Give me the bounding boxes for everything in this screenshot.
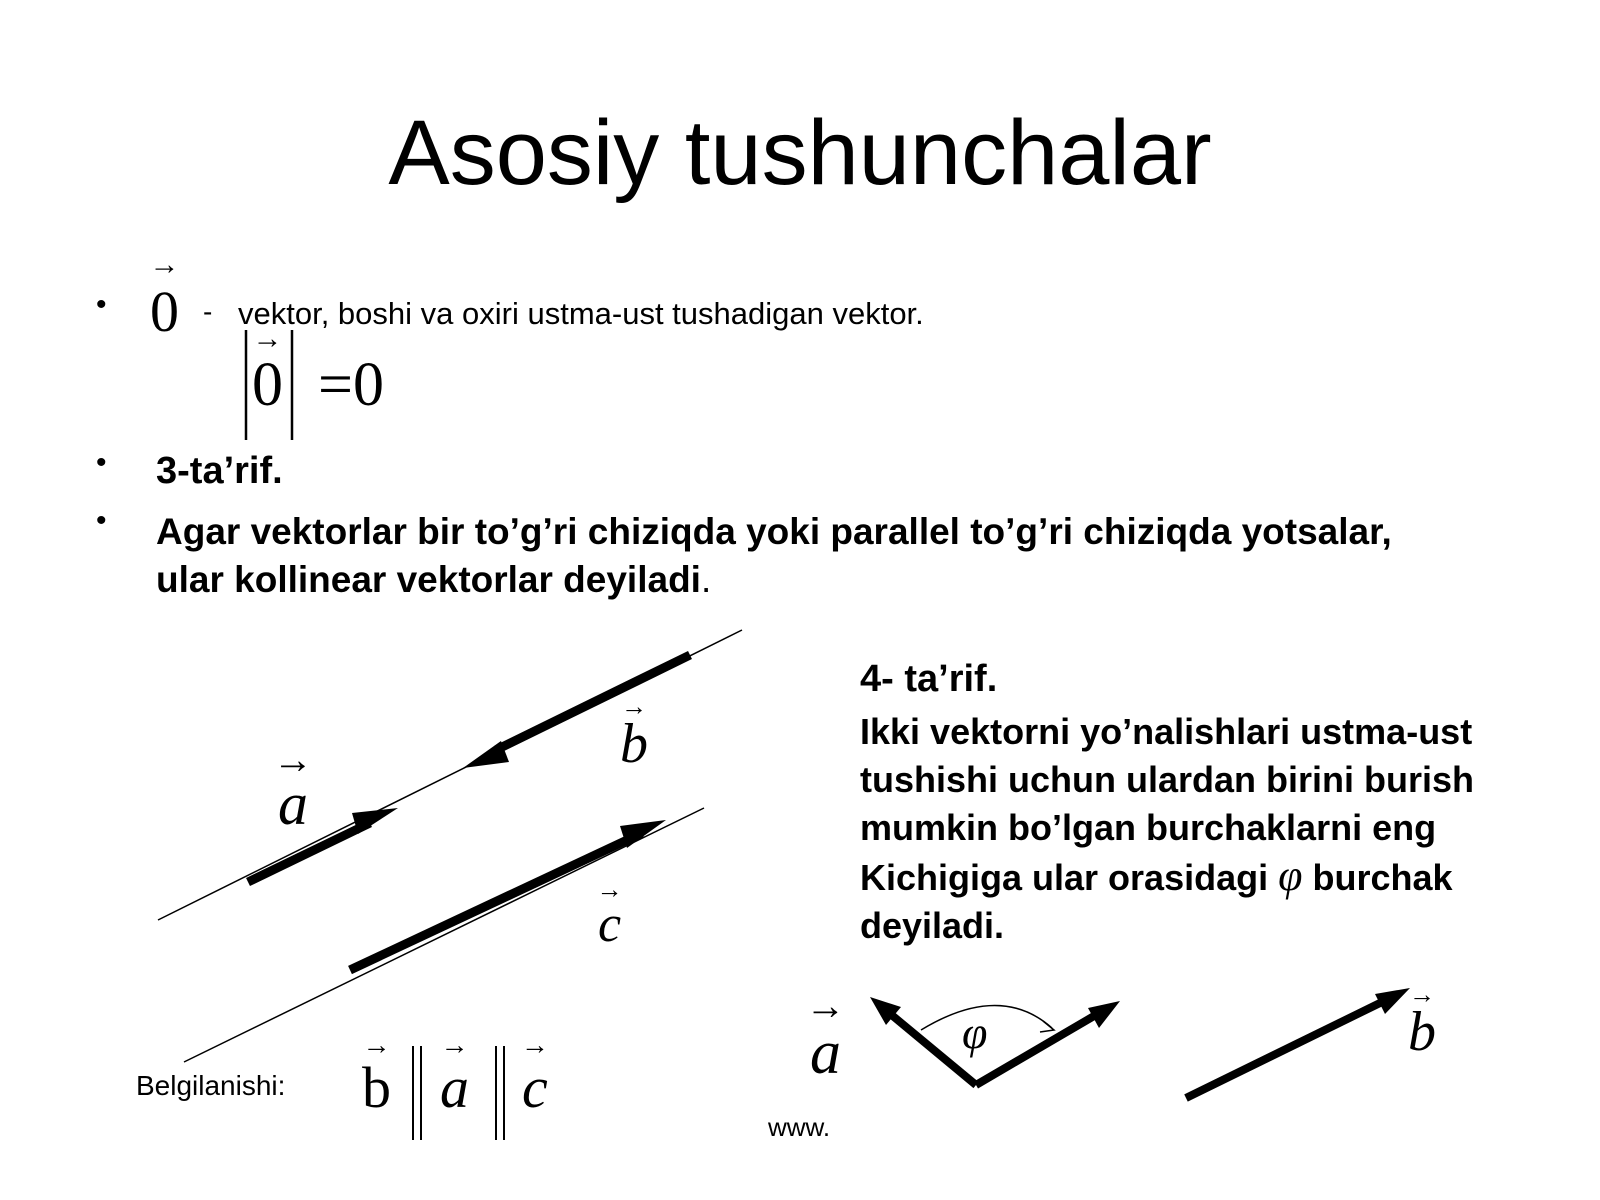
angle-vector-b	[976, 1016, 1094, 1085]
zero-symbol: 0	[252, 351, 283, 419]
footer-www: www.	[768, 1112, 831, 1142]
letter-c: c	[522, 1055, 548, 1120]
definition3-body: Agar vektorlar bir to’g’ri chiziqda yoki parallel to’g’ri chiziqda yotsalar, ular kollinear vektorlar deyiladi	[156, 511, 1392, 600]
notation-vector-b	[362, 1030, 391, 1121]
vector-b-arrowhead	[463, 741, 509, 768]
vector-a-arrowhead	[352, 808, 398, 834]
bullet-marker: •	[96, 504, 107, 537]
letter-a: a	[278, 771, 308, 837]
arrow-icon: →	[252, 322, 283, 355]
zero-vector-dash: -	[203, 296, 213, 327]
definition4-body: Ikki vektorni yo’nalishlari ustma-ust tushishi uchun ulardan birini burish mumkin bo’lgan burchaklarni eng Kichigiga ular orasidagi	[860, 711, 1475, 898]
phi-symbol: φ	[1278, 851, 1303, 900]
zero-symbol: 0	[150, 279, 179, 344]
vector-c-arrowhead	[620, 820, 666, 848]
arrow-icon: →	[621, 692, 647, 721]
arrow-icon: →	[440, 1030, 469, 1061]
letter-c: c	[598, 896, 622, 953]
label-vector-a	[273, 737, 313, 839]
definition4-body-end: burchak deyiladi.	[860, 857, 1453, 946]
bullet-marker: •	[96, 446, 107, 479]
definition3-period: .	[700, 559, 712, 600]
letter-b: b	[1408, 1001, 1436, 1063]
arrow-icon: →	[520, 1030, 549, 1061]
line-2	[184, 808, 704, 1062]
label-separate-vector-b	[1408, 980, 1436, 1064]
notation-label: Belgilanishi:	[136, 1070, 286, 1101]
angle-vector-b-arrowhead	[1088, 1001, 1120, 1028]
arrow-icon: →	[273, 737, 313, 782]
vector-a-shaft	[248, 823, 370, 882]
letter-a: a	[440, 1055, 469, 1120]
page-title: Asosiy tushunchalar	[388, 102, 1212, 204]
angle-phi-label: φ	[962, 1007, 988, 1058]
notation-vector-a	[440, 1030, 469, 1121]
bullet-marker: •	[96, 288, 107, 321]
label-vector-b	[620, 692, 648, 776]
notation-vector-c	[520, 1030, 549, 1121]
letter-b: b	[362, 1055, 391, 1120]
label-angle-vector-a	[805, 983, 846, 1089]
arrow-icon: →	[149, 248, 180, 281]
definition4-title: 4- ta’rif.	[860, 658, 998, 700]
norm-value: =0	[318, 351, 384, 419]
zero-vector-description: vektor, boshi va oxiri ustma-ust tushadigan vektor.	[238, 296, 924, 331]
arrow-icon: →	[805, 983, 846, 1028]
letter-a: a	[810, 1019, 841, 1087]
vector-b-separate	[1186, 1003, 1380, 1098]
letter-b: b	[620, 713, 648, 775]
label-vector-c	[596, 875, 623, 954]
vector-b-shaft	[496, 655, 690, 750]
vector-b-separate-arrowhead	[1375, 988, 1410, 1014]
arrow-icon: →	[362, 1030, 391, 1061]
arrow-icon: →	[1409, 980, 1435, 1009]
definition3-title: 3-ta’rif.	[156, 450, 283, 492]
angle-arc-arrowhead	[1040, 1021, 1054, 1032]
arrow-icon: →	[596, 875, 623, 904]
